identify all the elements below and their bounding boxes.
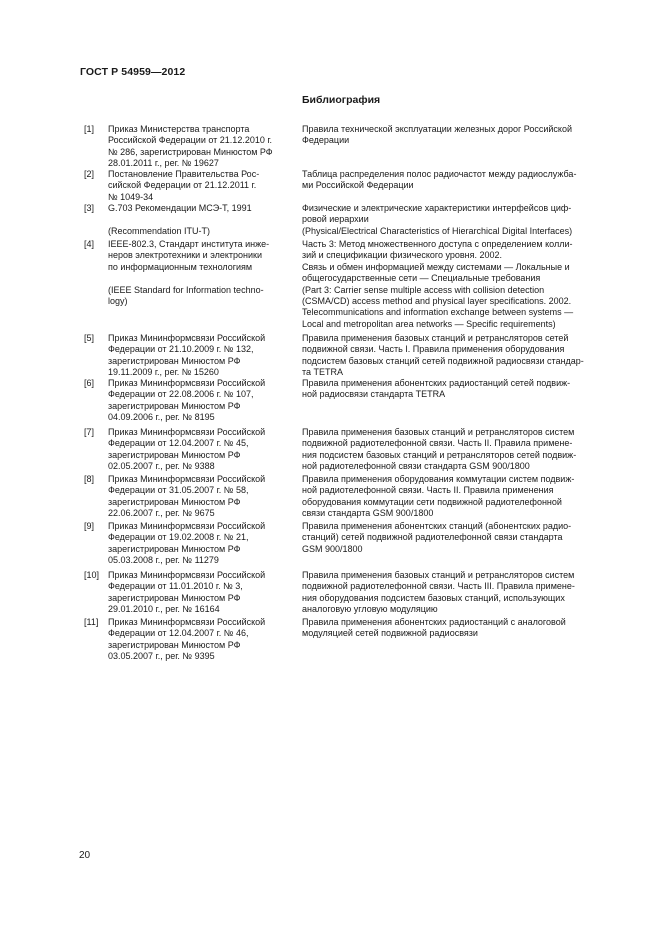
- text-line: Приказ Мининформсвязи Российской: [108, 333, 266, 343]
- entry-description: [302, 617, 608, 640]
- entry-description: [302, 333, 608, 379]
- bibliography-title: Библиография: [302, 94, 381, 106]
- text-line: сийской Федерации от 21.12.2011 г.: [108, 180, 257, 191]
- text-line: Приказ Мининформсвязи Российской: [108, 378, 266, 388]
- entry-description: [302, 239, 608, 330]
- entry-number: [9]: [84, 521, 95, 531]
- entry-description: [302, 427, 608, 473]
- text-line: Правила технической эксплуатации железных дорог Российской: [302, 124, 572, 134]
- text-line: подвижной радиотелефонной связи. Часть III. Правила примене-: [302, 581, 575, 592]
- text-line: Федерации от 11.01.2010 г. № 3,: [108, 581, 243, 592]
- entry-description: [302, 521, 608, 555]
- text-line: (CSMA/CD) access method and physical layer specifications. 2002.: [302, 296, 572, 307]
- entry-description: [302, 203, 608, 237]
- text-line: по информационным технологиям: [108, 261, 253, 272]
- entry-description: [302, 169, 608, 192]
- entry-number: [4]: [84, 239, 95, 249]
- entry-number: [7]: [84, 427, 95, 437]
- page-number: 20: [79, 850, 91, 861]
- text-line: аналоговую угловую модуляцию: [302, 604, 438, 615]
- entry-description: [302, 570, 608, 616]
- text-line: 19.11.2009 г., рег. № 15260: [108, 367, 219, 378]
- entry-source: [108, 570, 292, 616]
- entry-description: [302, 474, 608, 520]
- entry-number: [2]: [84, 169, 95, 179]
- text-line: оборудования коммутации сети подвижной радиотелефонной: [302, 496, 562, 507]
- text-line: ровой иерархии: [302, 214, 369, 225]
- text-line: Правила применения абонентских радиостанций с аналоговой: [302, 617, 566, 627]
- text-line: Федерации: [302, 135, 350, 146]
- entry-source: [108, 427, 292, 473]
- text-line: неров электротехники и электроники: [108, 250, 262, 261]
- text-line: Правила применения абонентских радиостанций сетей подвиж-: [302, 378, 571, 388]
- text-line: общегосударственные сети — Специальные требования: [302, 273, 541, 284]
- text-line: Правила применения базовых станций и ретрансляторов сетей: [302, 333, 569, 343]
- text-line: Приказ Мининформсвязи Российской: [108, 570, 266, 580]
- text-line: Постановление Правительства Рос-: [108, 169, 260, 179]
- text-line: Связь и обмен информацией между системами — Локальные и: [302, 261, 570, 272]
- text-line: Федерации от 19.02.2008 г. № 21,: [108, 532, 249, 543]
- text-line: 29.01.2010 г., рег. № 16164: [108, 604, 220, 615]
- document-header: ГОСТ Р 54959—2012: [80, 66, 186, 78]
- text-line: ния подсистем базовых станций и ретрансляторов сетей подвиж-: [302, 449, 577, 460]
- entry-source: [108, 521, 292, 567]
- text-line: 22.06.2007 г., рег. № 9675: [108, 508, 215, 519]
- text-line: Правила применения базовых станций и ретрансляторов систем: [302, 570, 575, 580]
- text-line: Приказ Мининформсвязи Российской: [108, 617, 266, 627]
- entry-number: [11]: [84, 617, 99, 627]
- text-line: Часть 3: Метод множественного доступа с определением колли-: [302, 239, 573, 249]
- entry-source: [108, 124, 292, 170]
- entry-description: [302, 124, 608, 147]
- text-line: IEEE-802.3, Стандарт института инже-: [108, 239, 270, 249]
- text-line: ной радиосвязи стандарта TETRA: [302, 389, 446, 400]
- text-line: станций) сетей подвижной радиотелефонной связи стандарта: [302, 532, 563, 543]
- entry-source: [108, 239, 292, 307]
- text-line: связи стандарта GSM 900/1800: [302, 508, 434, 519]
- text-line: Федерации от 12.04.2007 г. № 45,: [108, 438, 249, 449]
- text-line: 04.09.2006 г., рег. № 8195: [108, 412, 215, 423]
- text-line: зий и спецификации физического уровня. 2002.: [302, 250, 503, 261]
- text-line: ния оборудования подсистем базовых станций, использующих: [302, 592, 565, 603]
- text-line: № 1049-34: [108, 191, 154, 202]
- text-line: [108, 214, 292, 225]
- text-line: модуляцией сетей подвижной радиосвязи: [302, 628, 478, 639]
- text-line: G.703 Рекомендации МСЭ-Т, 1991: [108, 203, 252, 213]
- text-line: Local and metropolitan area networks — Specific requirements): [302, 318, 556, 329]
- text-line: 02.05.2007 г., рег. № 9388: [108, 461, 215, 472]
- text-line: 03.05.2007 г., рег. № 9395: [108, 651, 215, 662]
- text-line: logy): [108, 296, 128, 307]
- text-line: (Part 3: Carrier sense multiple access with collision detection: [302, 284, 545, 295]
- text-line: Приказ Мининформсвязи Российской: [108, 427, 266, 437]
- text-line: подсистем базовых станций сетей подвижной радиосвязи стандар-: [302, 355, 584, 366]
- text-line: ной радиотелефонной связи. Часть II. Правила применения: [302, 485, 554, 496]
- text-line: (Physical/Electrical Characteristics of Hierarchical Digital Interfaces): [302, 225, 573, 236]
- text-line: ми Российской Федерации: [302, 180, 414, 191]
- text-line: Приказ Мининформсвязи Российской: [108, 521, 266, 531]
- entry-number: [10]: [84, 570, 100, 580]
- text-line: подвижной радиотелефонной связи. Часть II. Правила примене-: [302, 438, 573, 449]
- entry-number: [3]: [84, 203, 95, 213]
- text-line: Приказ Мининформсвязи Российской: [108, 474, 266, 484]
- text-line: Федерации от 21.10.2009 г. № 132,: [108, 344, 254, 355]
- text-line: 05.03.2008 г., рег. № 11279: [108, 555, 219, 566]
- text-line: Федерации от 12.04.2007 г. № 46,: [108, 628, 249, 639]
- text-line: зарегистрирован Минюстом РФ: [108, 592, 241, 603]
- entry-source: [108, 203, 292, 237]
- text-line: зарегистрирован Минюстом РФ: [108, 496, 241, 507]
- text-line: Российской Федерации от 21.12.2010 г.: [108, 135, 273, 146]
- text-line: GSM 900/1800: [302, 543, 363, 554]
- entry-number: [1]: [84, 124, 95, 134]
- text-line: Правила применения абонентских станций (абонентских радио-: [302, 521, 572, 531]
- text-line: зарегистрирован Минюстом РФ: [108, 543, 241, 554]
- text-line: зарегистрирован Минюстом РФ: [108, 355, 241, 366]
- entry-source: [108, 474, 292, 520]
- text-line: Правила применения базовых станций и ретрансляторов систем: [302, 427, 575, 437]
- text-line: [108, 273, 292, 284]
- text-line: № 286, зарегистрирован Минюстом РФ: [108, 146, 273, 157]
- entry-source: [108, 617, 292, 663]
- text-line: (Recommendation ITU-T): [108, 225, 211, 236]
- entry-source: [108, 378, 292, 424]
- text-line: Правила применения оборудования коммутации систем подвиж-: [302, 474, 575, 484]
- text-line: Федерации от 31.05.2007 г. № 58,: [108, 485, 249, 496]
- entry-number: [8]: [84, 474, 95, 484]
- entry-description: [302, 378, 608, 401]
- text-line: 28.01.2011 г., рег. № 19627: [108, 158, 219, 169]
- text-line: зарегистрирован Минюстом РФ: [108, 639, 241, 650]
- text-line: Приказ Министерства транспорта: [108, 124, 250, 134]
- text-line: Федерации от 22.08.2006 г. № 107,: [108, 389, 254, 400]
- text-line: (IEEE Standard for Information techno-: [108, 284, 264, 295]
- entry-source: [108, 333, 292, 379]
- text-line: та TETRA: [302, 367, 344, 378]
- text-line: Telecommunications and information exchange between systems —: [302, 307, 574, 318]
- text-line: зарегистрирован Минюстом РФ: [108, 449, 241, 460]
- text-line: Физические и электрические характеристики интерфейсов циф-: [302, 203, 572, 213]
- entry-source: [108, 169, 292, 203]
- entry-number: [5]: [84, 333, 95, 343]
- text-line: Таблица распределения полос радиочастот между радиослужба-: [302, 169, 577, 179]
- entry-number: [6]: [84, 378, 95, 388]
- text-line: ной радиотелефонной связи стандарта GSM 900/1800: [302, 461, 530, 472]
- text-line: подвижной связи. Часть I. Правила применения оборудования: [302, 344, 565, 355]
- text-line: зарегистрирован Минюстом РФ: [108, 400, 241, 411]
